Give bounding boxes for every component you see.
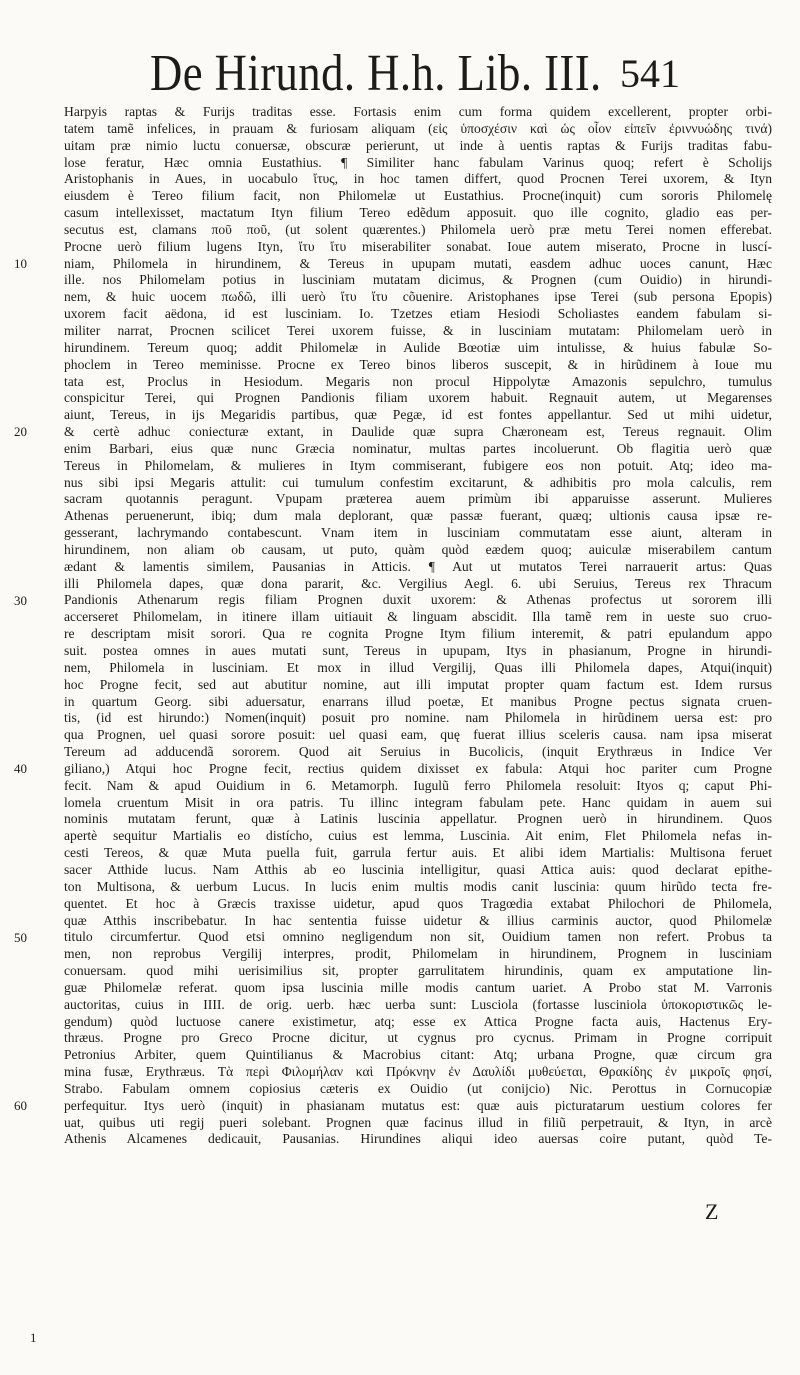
text-line: hirundinem. Tereum quoq; addit Philomelæ in Aulide Bœotiæ uim intulisse, & huius fabulæ So-: [64, 339, 772, 355]
text-line: nominis mutatam ferunt, quæ à Latinis luscinia appellatur. Prognen uerò in hirundinem. Quos: [64, 811, 772, 827]
text-line: Pandionis Athenarum regis filiam Prognen duxit uxorem: & Athenas profectus ut sororem illi: [64, 592, 772, 608]
text-line: men, non reprobus Vergilij interpres, prodit, Philomelam in hirundinem, Prognem in lusciniam: [64, 946, 772, 962]
text-line: in quartum Georg. sibi aduersatur, enarrans illud poetæ, Et manibus Progne pectus signata cruen-: [64, 693, 772, 709]
margin-line-number: 40: [14, 761, 27, 777]
page-number: 541: [620, 51, 680, 96]
text-line: eiusdem è Tereo filium facit, non Philomelæ ut Eustathius. Procne(inquit) cum sororis Philomelę: [64, 188, 772, 204]
text-line: phoclem in Tereo meminisse. Procne ex Tereo binos liberos suscepit, & in hirũdinem à Ioue mu: [64, 356, 772, 372]
text-line: lose feratur, Hæc omnia Eustathius. ¶ Similiter hanc fabulam Varinus quoq; refert è Scholijs: [64, 154, 772, 170]
text-line: conspicitur Terei, qui Prognen Pandionis filiam uxorem habuit. Regnauit autem, ut Megarenses: [64, 390, 772, 406]
text-line: sacer Atthide lucus. Nam Atthis ab eo luscinia intelligitur, quasi Attica auis: quod declarat epithe-: [64, 861, 772, 877]
text-line: nem, Philomela in lusciniam. Et mox in illud Vergilij, Quas illi Philomela dapes, Atqui(inquit): [64, 659, 772, 675]
text-line: Procne uerò filium lugens Ityn, ἴτυ ἴτυ miserabiliter sonabat. Ioue autem miserato, Procne in luscí-: [64, 238, 772, 254]
margin-line-number: 30: [14, 592, 27, 608]
text-line: uitam præ nimio luctu conuersæ, obscuræ perierunt, ut inde à uentis raptas & Furijs traditas fabu-: [64, 137, 772, 153]
text-line: tis, (id est hirundo:) Nomen(inquit) posuit pro nomine. nam Philomela in hirũdinem uersa est: pro: [64, 710, 772, 726]
text-line: lomela cruentum Misit in ora patris. Tu illinc integram fabulam pete. Hanc quidam in auem sui: [64, 794, 772, 810]
text-line: Tereus in Philomelam, & mulieres in Itym commiserant, fubigere eos non potuit. Atq; ideo ma-: [64, 457, 772, 473]
text-line: quæ Atthis inscribebatur. In hac sententia fuisse uidetur & illius carminis auctor, quod Philomelæ: [64, 912, 772, 928]
text-line: ille. nos Philomelam potius in lusciniam mutatam dicimus, & Prognen (cum Ouidio) in hirundi-: [64, 272, 772, 288]
body-text: [64, 104, 772, 1148]
running-head: De Hirund. H.h. Lib. III.: [150, 45, 602, 102]
text-line: uat, quibus uti regij pueri solebant. Prognen quæ facinus illud in filiũ perpetrauit, & Ityn, in arcè: [64, 1114, 772, 1130]
text-line: hoc Progne fecit, sed aut abutitur nomine, aut illi imputat propter quam factum est. Idem rursus: [64, 676, 772, 692]
text-line: Athenis Alcamenes dedicauit, Pausanias. Hirundines aliqui ideo auersas coire putant, quòd Te-: [64, 1131, 772, 1147]
text-line: conuersam. quod mihi uerisimilius sit, propter garrulitatem hirundinis, quam ex amputatione lin-: [64, 963, 772, 979]
text-line: auctoritas, cuius in IIII. de orig. uerb. hæc uerba sunt: Lusciola (fortasse lusciniola ὑποκοριστικῶς le-: [64, 996, 772, 1012]
text-line: fecit. Nam & apud Ouidium in 6. Metamorph. Iugulũ ferro Philomela resoluit: Ityos q; caput Phi-: [64, 777, 772, 793]
text-line: casum intellexisset, mactatum Ityn filium Tereo edẽdum apposuit. quo ille cognito, gladio eas per-: [64, 205, 772, 221]
text-line: Tereum ad adducendã sororem. Quod ait Seruius in Bucolicis, (inquit Erythræus in Indice Ver: [64, 744, 772, 760]
text-line: suit. postea omnes in aues mutati sunt, Tereus in upupam, Itys in phasianum, Progne in hirundi-: [64, 643, 772, 658]
text-line: secutus est, clamans ποῦ ποῦ, (ut solent quærentes.) Philomela uerò præ metu Terei nomen efferebat.: [64, 221, 772, 237]
text-line: ædant & lamentis similem, Pausanias in Atticis. ¶ Aut ut mutatos Terei narrauerit artus: Quas: [64, 558, 772, 574]
margin-line-number: 50: [14, 929, 27, 945]
text-line: ton Multisona, & uerbum Lucus. In lucis enim multis modis canit luscinia: quum hirũdo tecta fre-: [64, 878, 772, 894]
signature-mark: Z: [705, 1199, 719, 1224]
text-line: accerseret Philomelam, in itinere illam uitiauit & linguam abscidit. Illa tamẽ rem in ueste suo cruo-: [64, 609, 772, 625]
text-line: niam, Philomela in hirundinem, & Tereus in upupam mutati, easdem adhuc uoces canunt, Hæc: [64, 255, 772, 271]
text-line: re descriptam misit sorori. Qua re cognita Progne Itym filium interemit, & patri epulandum appo: [64, 626, 772, 642]
text-line: mina fusæ, Erythræus. Τὰ περὶ Φιλομήλαν καὶ Πρόκνην ἐν Δαυλίδι μυθεύεται, Θρακίδης ἐν μικροῖς φησί,: [64, 1064, 772, 1080]
text-line: tata est, Proclus in Hesiodum. Megaris non procul Hippolytæ Amazonis sepulchro, tumulus: [64, 373, 772, 389]
text-line: gendum) quòd luctuose canere existimetur, atq; esse ex Attica Progne facta auis, Hactenus Ery-: [64, 1013, 772, 1029]
text-line: nus sibi ipsi Megaris attulit: cui tumulum confestim excitarunt, & adhibitis pro mola calculis, rem: [64, 474, 772, 490]
text-line: militer narrat, Procnen scilicet Terei uxorem fuisse, & in lusciniam mutatam: Philomelam uerò in: [64, 322, 772, 338]
text-line: aiunt, Tereus, in ijs Megaridis partibus, quæ Pegæ, id est fontes appellantur. Sed ut mihi uidetur,: [64, 407, 772, 423]
text-line: cesti Tereos, & quæ Muta puella fuit, garrula fertur auis. Et alibi idem Martialis: Multisona feruet: [64, 845, 772, 861]
margin-line-number: 60: [14, 1098, 27, 1114]
text-line: gesserant, lachrymando contabescunt. Vnam item in lusciniam commutatam esse aiunt, alteram in: [64, 525, 772, 541]
margin-line-number: 20: [14, 424, 27, 440]
text-line: hirundinem, non aliam ob causam, ut puto, quàm quòd eædem quoq; auiculæ miserabilem cantum: [64, 541, 772, 557]
text-line: sacram quotannis peragunt. Vpupam præterea auem primùm ibi apparuisse asserunt. Mulieres: [64, 491, 772, 507]
text-line: illi Philomela dapes, quæ dona pararit, &c. Vergilius Aegl. 6. ubi Seruius, Tereus rex Thracum: [64, 575, 772, 591]
text-line: uxorem facit aëdona, id est lusciniam. Io. Tzetzes etiam Hesiodi Scholiastes eandem fabulam si-: [64, 306, 772, 322]
text-line: Athenas peruenerunt, ibiq; dum mala deplorant, quæ passæ fuerant, quæq; ultionis causa ipsæ re-: [64, 508, 772, 524]
text-line: giliano,) Atqui hoc Progne fecit, rectius quidem dixisset ex fabula: Atqui hoc pariter cum Progne: [64, 760, 772, 776]
text-line: Harpyis raptas & Furijs traditas esse. Fortasis enim cum forma quidem excellerent, propter orbi-: [64, 104, 772, 119]
text-line: Strabo. Fabulam omnem copiosius cæteris ex Ouidio (ut conijcio) Nic. Perottus in Cornucopiæ: [64, 1080, 772, 1096]
text-line: thræus. Progne pro Greco Procne dicitur, ut cygnus pro cycnus. Primam in Progne corripuit: [64, 1030, 772, 1046]
text-line: titulo circumfertur. Quod etsi omnino negligendum non sit, Ouidium tamen non refert. Probus ta: [64, 929, 772, 945]
footer-mark: 1: [30, 1330, 37, 1345]
text-line: apertè sequitur Martialis eo distícho, cuius est lemma, Luscinia. Ait enim, Flet Philomela nefas in-: [64, 828, 772, 844]
text-line: & certè adhuc coniecturæ extant, in Daulide quæ supra Chæroneam est, Tereus regnauit. Olim: [64, 424, 772, 440]
page-header: [150, 42, 680, 106]
text-line: qua Prognen, uel quasi sorore posuit: uel quasi eam, quę fuerat illius sceleris causa. nam ipsa miserat: [64, 727, 772, 743]
text-line: perfequitur. Itys uerò (inquit) in phasianam mutatus est: quæ auis picturatarum uestium colores fer: [64, 1097, 772, 1113]
text-line: guæ Philomelæ referat. quom ipsa luscinia mille modis cantum uariet. A Probo stat M. Varronis: [64, 979, 772, 995]
text-line: tatem tamẽ infelices, in prauam & furiosam aliquam (εἰς ὑποσχέσιν καὶ ὡς οἶον εἰπεῖν ἐριννυώδης τινά): [64, 120, 772, 136]
text-line: Aristophanis in Aues, in uocabulo ἴτυς, in hoc tamen differt, quod Procnen Terei uxorem, & Ityn: [64, 171, 772, 187]
text-line: enim Barbari, eius quæ nunc Græcia nominatur, multas partes incoluerunt. Ob flagitia uerò quæ: [64, 440, 772, 456]
text-line: nem, & huic uocem πωδῶ, illi uerò ἴτυ ἴτυ cõuenire. Aristophanes ipse Terei (sub persona Epopis): [64, 289, 772, 305]
margin-line-number: 10: [14, 255, 27, 271]
text-line: Petronius Arbiter, quem Quintilianus & Macrobius citant: Atq; urbana Progne, quæ circum gra: [64, 1047, 772, 1063]
text-line: quentet. Et hoc à Græcis traxisse uidetur, apud quos Tragœdia extabat Philochori de Philomela,: [64, 895, 772, 911]
